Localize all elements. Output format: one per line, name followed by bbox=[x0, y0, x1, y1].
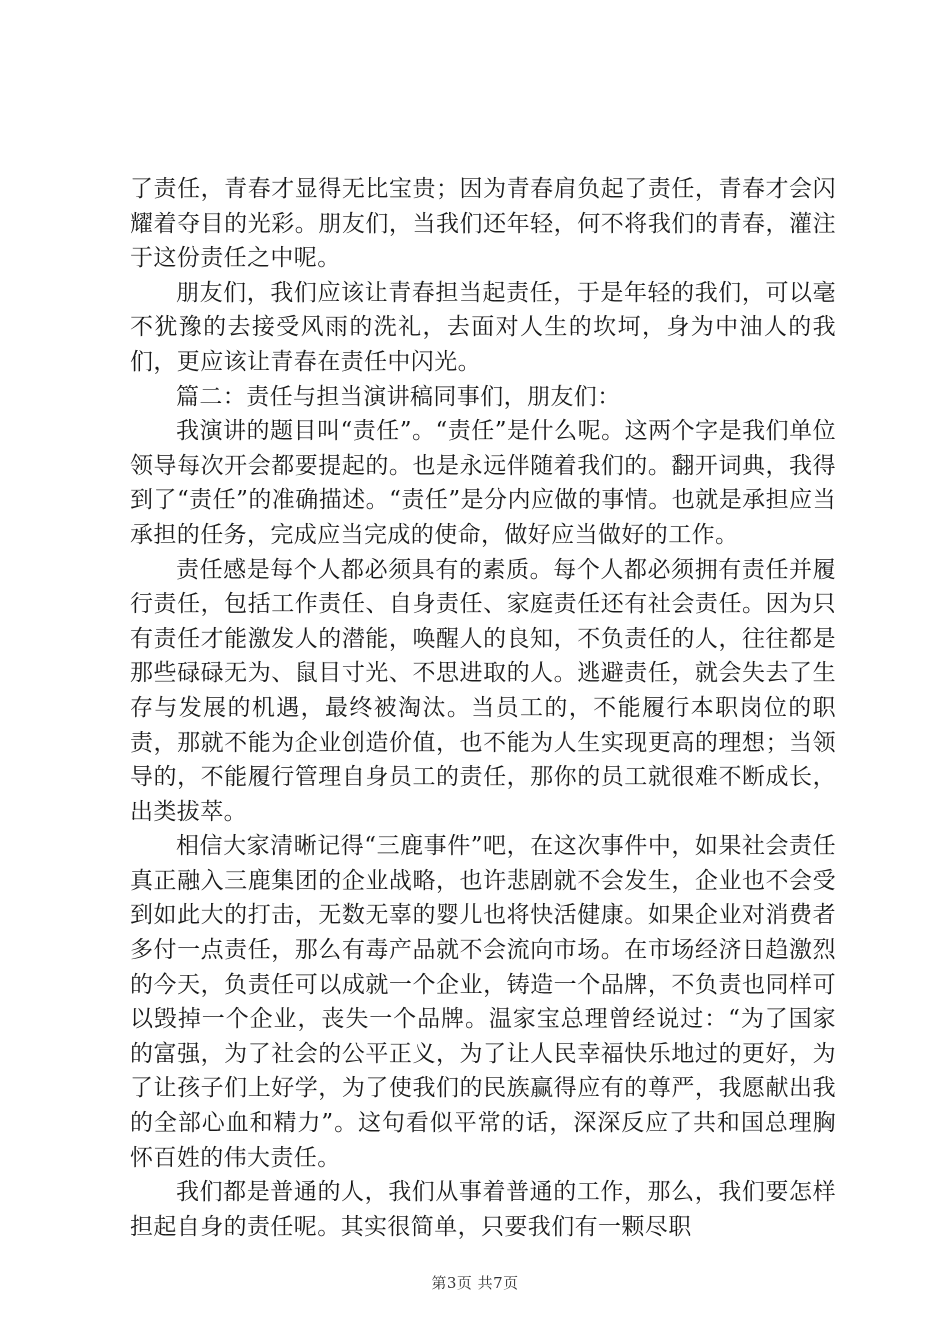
page-footer: 第3页 共7页 bbox=[431, 1274, 519, 1292]
document-body bbox=[130, 172, 836, 1244]
paragraph-youth-responsibility: 朋友们，我们应该让青春担当起责任，于是年轻的我们，可以毫不犹豫的去接受风雨的洗礼，去面对人生的坎坷，身为中油人的我们，更应该让青春在责任中闪光。 bbox=[130, 279, 836, 375]
paragraph-sense-of-responsibility: 责任感是每个人都必须具有的素质。每个人都必须拥有责任并履行责任，包括工作责任、自身责任、家庭责任还有社会责任。因为只有责任才能激发人的潜能，唤醒人的良知，不负责任的人，往往都是那些碌碌无为、鼠目寸光、不思进取的人。逃避责任，就会失去了生存与发展的机遇，最终被淘汰。当员工的，不能履行本职岗位的职责，那就不能为企业创造价值，也不能为人生实现更高的理想；当领导的，不能履行管理自身员工的责任，那你的员工就很难不断成长，出类拔萃。 bbox=[130, 556, 836, 825]
paragraph-continued: 了责任，青春才显得无比宝贵；因为青春肩负起了责任，青春才会闪耀着夺目的光彩。朋友们，当我们还年轻，何不将我们的青春，灌注于这份责任之中呢。 bbox=[130, 176, 836, 272]
paragraph-sanlu-incident: 相信大家清晰记得“三鹿事件”吧，在这次事件中，如果社会责任真正融入三鹿集团的企业战略，也许悲剧就不会发生，企业也不会受到如此大的打击，无数无辜的婴儿也将快活健康。如果企业对消费者多付一点责任，那么有毒产品就不会流向市场。在市场经济日趋激烈的今天，负责任可以成就一个企业，铸造一个品牌，不负责也同样可以毁掉一个企业，丧失一个品牌。温家宝总理曾经说过：“为了国家的富强，为了社会的公平正义，为了让人民幸福快乐地过的更好，为了让孩子们上好学，为了使我们的民族赢得应有的尊严，我愿献出我的全部心血和精力”。这句看似平常的话，深深反应了共和国总理胸怀百姓的伟大责任。 bbox=[130, 833, 836, 1171]
paragraph-ordinary-people: 我们都是普通的人，我们从事着普通的工作，那么，我们要怎样担起自身的责任呢。其实很简单，只要我们有一颗尽职 bbox=[130, 1179, 836, 1240]
paragraph-speech-title: 我演讲的题目叫“责任”。“责任”是什么呢。这两个字是我们单位领导每次开会都要提起的。也是永远伴随着我们的。翻开词典，我得到了“责任”的准确描述。“责任”是分内应做的事情。也就是承担应当承担的任务，完成应当完成的使命，做好应当做好的工作。 bbox=[130, 418, 836, 548]
section-heading-part-two: 篇二：责任与担当演讲稿同事们，朋友们： bbox=[176, 383, 621, 410]
